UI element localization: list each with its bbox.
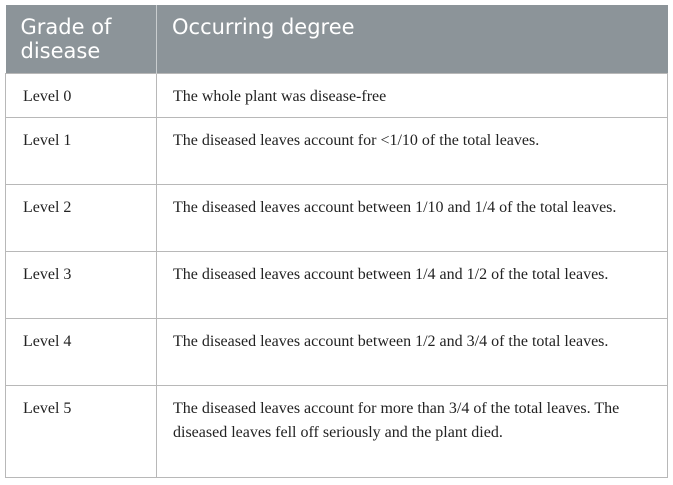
grade-cell: Level 0	[6, 74, 157, 118]
table-row	[6, 319, 668, 386]
grade-cell: Level 4	[6, 319, 157, 386]
degree-cell: The diseased leaves account between 1/2 and 3/4 of the total leaves.	[157, 319, 668, 386]
table-row	[6, 118, 668, 185]
table-header	[6, 5, 668, 74]
grade-cell: Level 5	[6, 386, 157, 478]
header-grade-line1: Grade of	[20, 15, 112, 39]
degree-cell: The diseased leaves account between 1/4 and 1/2 of the total leaves.	[157, 252, 668, 319]
table-row	[6, 185, 668, 252]
header-occurring-degree: Occurring degree	[157, 5, 668, 74]
grade-cell: Level 2	[6, 185, 157, 252]
header-grade-of-disease	[6, 5, 157, 74]
grade-cell: Level 1	[6, 118, 157, 185]
table-row	[6, 74, 668, 118]
grade-cell: Level 3	[6, 252, 157, 319]
degree-cell: The diseased leaves account for more than 3/4 of the total leaves. The diseased leaves fell off seriously and the plant died.	[157, 386, 668, 478]
table-body	[6, 74, 668, 478]
header-row	[6, 5, 668, 74]
degree-cell: The diseased leaves account for <1/10 of the total leaves.	[157, 118, 668, 185]
table-row	[6, 386, 668, 478]
disease-grade-table	[5, 5, 668, 478]
disease-grade-table-container	[5, 5, 667, 478]
header-grade-line2: disease	[20, 39, 101, 63]
table-row	[6, 252, 668, 319]
degree-cell: The diseased leaves account between 1/10 and 1/4 of the total leaves.	[157, 185, 668, 252]
degree-cell: The whole plant was disease-free	[157, 74, 668, 118]
